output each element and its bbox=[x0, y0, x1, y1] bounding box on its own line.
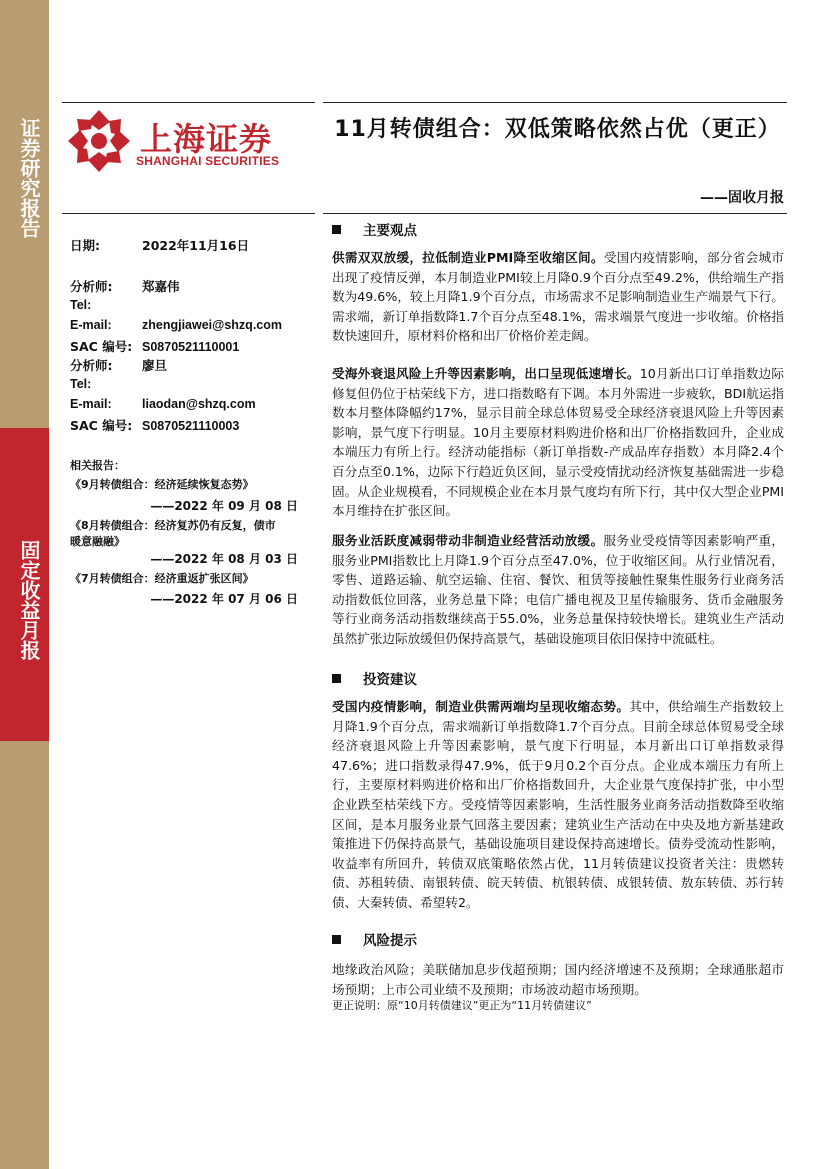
related-report-2-line1[interactable]: 《8月转债组合：经济复苏仍有反复，债市 bbox=[70, 519, 276, 532]
meta-tel-1 bbox=[70, 297, 142, 312]
header-rule-left bbox=[62, 102, 315, 103]
bullet-square-icon bbox=[332, 935, 341, 944]
bullet-square-icon bbox=[332, 674, 341, 683]
report-subtitle: ——固收月报 bbox=[700, 190, 784, 206]
lead: 供需双双放缓，拉低制造业PMI降至收缩区间。 bbox=[332, 250, 604, 265]
meta-email-1 bbox=[70, 317, 282, 332]
meta-analyst-1 bbox=[70, 277, 180, 295]
related-label: 相关报告： bbox=[70, 459, 125, 472]
section-heading-key-views bbox=[332, 219, 417, 239]
label: 日期: bbox=[70, 238, 100, 253]
meta-email-2 bbox=[70, 396, 256, 411]
meta-sac-1 bbox=[70, 337, 239, 355]
related-date-2: ——2022 年 08 月 03 日 bbox=[150, 552, 298, 566]
label: 分析师: bbox=[70, 279, 113, 294]
value: S0870521110001 bbox=[142, 340, 240, 354]
related-date-1: ——2022 年 09 月 08 日 bbox=[150, 499, 298, 513]
body: 其中，供给端生产指数较上月降1.9个百分点，需求端新订单指数降1.7个百分点。目前全球总体贸易受全球经济衰退风险上升等因素影响，景气度下行明显，本月新出口订单指数录得47.6%；进口指数录得47.9%，低于9月0.2个百分点。企业成本端压力有所上行，主要原材料购进价格和出厂价格指数回升，大企业景气度保持扩张，中小型企业跌至枯荣线下方。受疫情等因素影响，生活性服务业商务活动指数降至收缩区间，是本月服务业景气回落主要因素；建筑业生产活动在中央及地方新基建政策推进下仍保持高景气，基础设施项目建设保持高速增长。债券受流动性影响，收益率有所回升，转债双底策略依然占优，11月转债建议投资者关注：贵燃转债、苏租转债、南银转债、皖天转债、杭银转债、成银转债、敖东转债、苏行转债、大秦转债、希望转2。 bbox=[332, 699, 785, 910]
label: E-mail: bbox=[70, 318, 112, 332]
paragraph-risk: 地缘政治风险；美联储加息步伐超预期；国内经济增速不及预期；全球通胀超市场预期；上市公司业绩不及预期；市场波动超市场预期。 bbox=[332, 962, 784, 997]
value: 廖旦 bbox=[142, 358, 168, 373]
meta-rule-left bbox=[62, 213, 315, 214]
label: Tel: bbox=[70, 298, 92, 312]
label: SAC 编号: bbox=[70, 418, 133, 433]
brand-name-en: SHANGHAI SECURITIES bbox=[136, 154, 280, 168]
label: 分析师: bbox=[70, 358, 113, 373]
label: E-mail: bbox=[70, 397, 112, 411]
related-report-2-line2[interactable]: 暖意融融》 bbox=[70, 535, 125, 548]
meta-rule-right bbox=[323, 213, 787, 214]
report-title: 11月转债组合：双低策略依然占优（更正） bbox=[334, 117, 781, 142]
lead: 服务业活跃度减弱带动非制造业经营活动放缓。 bbox=[332, 533, 604, 548]
label: SAC 编号: bbox=[70, 339, 133, 354]
related-report-3[interactable]: 《7月转债组合：经济重返扩张区间》 bbox=[70, 572, 254, 585]
bullet-square-icon bbox=[332, 225, 341, 234]
paragraph-supply-demand bbox=[332, 248, 784, 346]
section-title: 投资建议 bbox=[363, 672, 417, 688]
section-heading-investment-advice bbox=[332, 668, 417, 688]
meta-analyst-2 bbox=[70, 356, 167, 374]
header-rule-right bbox=[323, 102, 787, 103]
lead: 受国内疫情影响，制造业供需两端均呈现收缩态势。 bbox=[332, 699, 630, 714]
email-link[interactable]: zhengjiawei@shzq.com bbox=[142, 318, 282, 332]
body: 10月新出口订单指数边际修复但仍位于枯荣线下方，进口指数略有下调。本月外需进一步疲软，BDI航运指数本月整体降幅约17%，显示目前全球总体贸易受全球经济衰退风险上升等因素影响，景气度下行明显。10月主要原材料购进价格和出厂价格指数回升，企业成本端压力有所上行。经济动能指标（新订单指数-产成品库存指数）本月降2.4个百分点至0.1%，边际下行趋近负区间，显示受疫情扰动经济恢复基础需进一步稳固。从企业规模看，不同规模企业在本月景气度均有所下行，其中仅大型企业PMI本月维持在扩张区间。 bbox=[332, 366, 785, 519]
meta-sac-2 bbox=[70, 416, 239, 434]
body: 服务业受疫情等因素影响严重，服务业PMI指数比上月降1.9个百分点至47.0%，位于收缩区间。从行业情况看，零售、道路运输、航空运输、住宿、餐饮、租赁等接触性聚集性服务行业商务活动指数低位回落，业务总量下降；电信广播电视及卫星传输服务、货币金融服务等行业商务活动指数继续高于55.0%，业务总量保持较快增长。建筑业生产活动虽然扩张边际放缓但仍保持高景气，基础设施项目依旧保持中流砥柱。 bbox=[332, 533, 785, 646]
body: 受国内疫情影响，部分省会城市出现了疫情反弹，本月制造业PMI较上月降0.9个百分点至49.2%，供给端生产指数为49.6%，较上月降1.9个百分点，市场需求不足影响制造业生产端景气下行。需求端，新订单指数降1.7个百分点至48.1%，需求端景气度进一步收缩。价格指数快速回升，原材料价格和出厂价格价差走阔。 bbox=[332, 250, 784, 344]
section-heading-risk bbox=[332, 929, 417, 949]
paragraph-investment bbox=[332, 697, 784, 913]
value: S0870521110003 bbox=[142, 419, 240, 433]
section-title: 主要观点 bbox=[363, 223, 417, 239]
section-title: 风险提示 bbox=[363, 933, 417, 949]
brand-name-cn: 上海证券 bbox=[140, 120, 273, 158]
lead: 受海外衰退风险上升等因素影响，出口呈现低速增长。 bbox=[332, 366, 640, 381]
meta-tel-2 bbox=[70, 376, 142, 391]
related-date-3: ——2022 年 07 月 06 日 bbox=[150, 592, 298, 606]
side-label-category: 固定收益月报 bbox=[17, 540, 41, 660]
side-label-report-type: 证券研究报告 bbox=[17, 118, 41, 238]
value: 2022年11月16日 bbox=[142, 238, 250, 253]
meta-date bbox=[70, 236, 249, 254]
related-report-1[interactable]: 《9月转债组合：经济延续恢复态势》 bbox=[70, 478, 254, 491]
label: Tel: bbox=[70, 377, 92, 391]
paragraph-services bbox=[332, 531, 784, 649]
side-band-bottom bbox=[0, 741, 49, 1169]
paragraph-exports bbox=[332, 364, 784, 521]
email-link[interactable]: liaodan@shzq.com bbox=[142, 397, 256, 411]
correction-note: 更正说明：原“10月转债建议”更正为“11月转债建议” bbox=[332, 999, 592, 1012]
value: 郑嘉伟 bbox=[142, 279, 180, 294]
shanghai-securities-logo-icon bbox=[66, 108, 132, 174]
